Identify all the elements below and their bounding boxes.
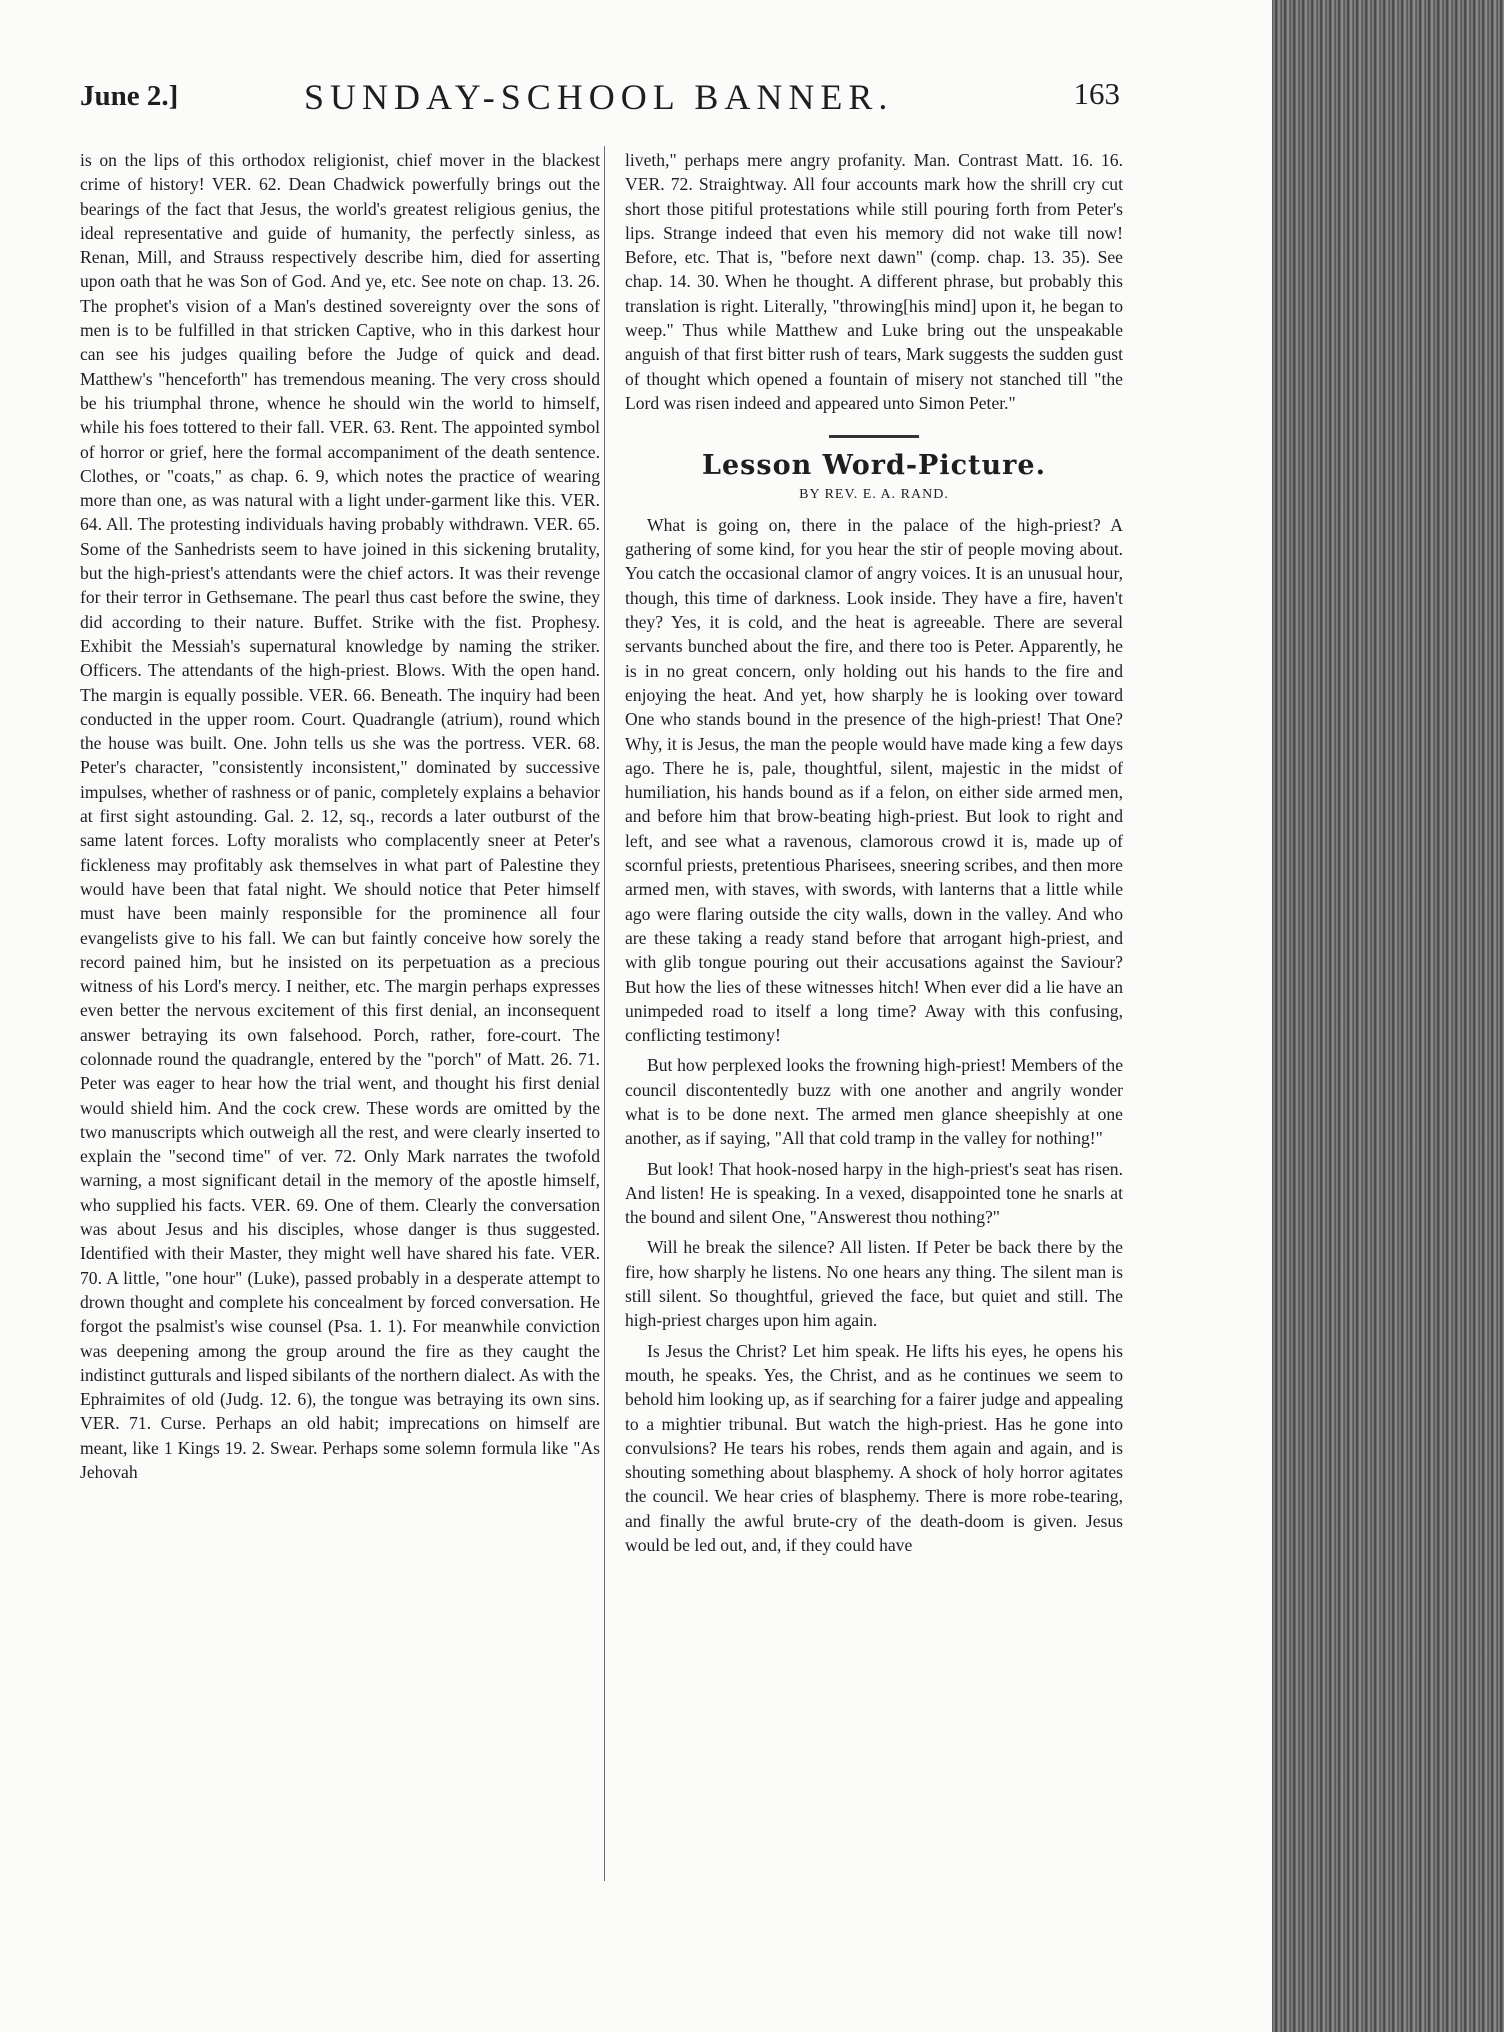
issue-date: June 2.] <box>80 80 179 112</box>
section-title: Lesson Word-Picture. <box>702 450 1046 482</box>
right-column <box>625 148 1123 1563</box>
author-byline: BY REV. E. A. RAND. <box>799 486 949 502</box>
commentary-text: is on the lips of this orthodox religionist, chief mover in the blackest crime of history! VER. 62. Dean Chadwick powerfully brings out the bearings of the fact that Jesus, the world's greatest religious genius, the ideal representative and guide of humanity, the perfectly sinless, as Renan, Mill, and Strauss respectively describe him, died for asserting upon oath that he was Son of God. And ye, etc. See note on chap. 13. 26. The prophet's vision of a Man's destined sovereignty over the sons of men is to be fulfilled in that stricken Captive, who in this darkest hour can see his judges quailing before the Judge of quick and dead. Matthew's "henceforth" has tremendous meaning. The very cross should be his triumphal throne, whence he should win the world to himself, while his foes tottered to their fall. VER. 63. Rent. The appointed symbol of horror or grief, here the formal accompaniment of the death sentence. Clothes, or "coats," as chap. 6. 9, which notes the practice of wearing more than one, as was natural with a light under-garment like this. VER. 64. All. The protesting individuals having probably withdrawn. VER. 65. Some of the Sanhedrists seem to have joined in this sickening brutality, but the high-priest's attendants were the chief actors. It was their revenge for their terror in Gethsemane. The pearl thus cast before the swine, they did according to their nature. Buffet. Strike with the fist. Prophesy. Exhibit the Messiah's supernatural knowledge by naming the striker. Officers. The attendants of the high-priest. Blows. With the open hand. The margin is equally possible. VER. 66. Beneath. The inquiry had been conducted in the upper room. Court. Quadrangle (atrium), round which the house was built. One. John tells us she was the portress. VER. 68. Peter's character, "consistently inconsistent," dominated by successive impulses, whether of rashness or of panic, completely explains a behavior at first sight astounding. Gal. 2. 12, sq., records a later outburst of the same latent forces. Lofty moralists who complacently sneer at Peter's fickleness may profitably ask themselves in what part of Palestine they would have been that fatal night. We should notice that Peter himself must have been mainly responsible for the prominence all four evangelists give to his fall. We can but faintly conceive how sorely the record pained him, but he insisted on its perpetuation as a precious witness of his Lord's mercy. I neither, etc. The margin perhaps expresses even better the nervous excitement of this first denial, an inconsequent answer betraying its own falsehood. Porch, rather, fore-court. The colonnade round the quadrangle, entered by the "porch" of Matt. 26. 71. Peter was eager to hear how the trial went, and thought his first denial would shield him. And the cock crew. These words are omitted by the two manuscripts which outweigh all the rest, and were clearly inserted to explain the "second time" of ver. 72. Only Mark narrates the twofold warning, a most significant detail in the memory of the apostle himself, who supplied his facts. VER. 69. One of them. Clearly the conversation was about Jesus and his disciples, whose danger is thus suggested. Identified with their Master, they might well have shared his fate. VER. 70. A little, "one hour" (Luke), passed probably in a desperate attempt to drown thought and complete his concealment by forced conversation. He forgot the psalmist's wise counsel (Psa. 1. 1). For meanwhile conviction was deepening among the group around the fire as they caught the indistinct gutturals and lisped sibilants of the northern dialect. As with the Ephraimites of old (Judg. 12. 6), the tongue was betraying its own sins. VER. 71. Curse. Perhaps an old habit; imprecations on himself are meant, like 1 Kings 19. 2. Swear. Perhaps some solemn formula like "As Jehovah <box>80 150 600 1483</box>
commentary-continuation: liveth," perhaps mere angry profanity. Man. Contrast Matt. 16. 16. VER. 72. Straightway. All four accounts mark how the shrill cry cut short those pitiful protestations while still pouring forth from Peter's lips. Strange indeed that even his memory did not wake till now! Before, etc. That is, "before next dawn" (comp. chap. 13. 35). See chap. 14. 30. When he thought. A different phrase, but probably this translation is right. Literally, "throwing[his mind] upon it, he began to weep." Thus while Matthew and Luke bring out the unspeakable anguish of that first bitter rush of tears, Mark suggests the sudden gust of thought which opened a fountain of misery not stanched till "the Lord was risen indeed and appeared unto Simon Peter." <box>625 150 1123 413</box>
page-number: 163 <box>1073 76 1120 111</box>
left-column <box>80 148 600 1484</box>
running-header <box>80 74 1120 124</box>
word-picture-paragraph: Will he break the silence? All listen. If Peter be back there by the fire, how sharply he listens. No one hears any thing. The silent man is still silent. So thoughtful, grieved the face, but quiet and still. The high-priest charges upon him again. <box>625 1237 1123 1331</box>
word-picture-paragraph: But how perplexed looks the frowning high-priest! Members of the council discontentedly buzz with one another and angrily wonder what is to be done next. The armed men glance sheepishly at one another, as if saying, "All that cold tramp in the valley for nothing!" <box>625 1055 1123 1149</box>
section-divider <box>829 435 919 438</box>
publication-title: SUNDAY-SCHOOL BANNER. <box>304 77 894 117</box>
word-picture-paragraph: Is Jesus the Christ? Let him speak. He lifts his eyes, he opens his mouth, he speaks. Yes, the Christ, and as he continues we seem to behold him looking up, as if searching for a fairer judge and appealing to a mightier tribunal. But watch the high-priest. Has he gone into convulsions? He tears his robes, rends them again and again, and is shouting something about blasphemy. A shock of holy horror agitates the council. We hear cries of blasphemy. There is more robe-tearing, and finally the awful brute-cry of the death-doom is given. Jesus would be led out, and, if they could have <box>625 1340 1123 1556</box>
word-picture-paragraph: What is going on, there in the palace of the high-priest? A gathering of some kind, for you hear the stir of people moving about. You catch the occasional clamor of angry voices. It is an unusual hour, though, this time of darkness. Look inside. They have a fire, haven't they? Yes, it is cold, and the heat is agreeable. There are several servants bunched about the fire, and there too is Peter. Apparently, he is in no great concern, only holding out his hands to the fire and enjoying the heat. And yet, how sharply he is looking over toward One who stands bound in the presence of the high-priest! That One? Why, it is Jesus, the man the people would have made king a few days ago. There he is, pale, thoughtful, silent, majestic in the midst of humiliation, his hands bound as if a felon, on either side armed men, and before him that brow-beating high-priest. But look to right and left, and see what a ravenous, clamorous crowd it is, made up of scornful priests, pretentious Pharisees, sneering scribes, and then more armed men, with staves, with swords, with lanterns that a little while ago were flaring outside the city walls, down in the valley. And who are these taking a ready stand before that arrogant high-priest, and with glib tongue pouring out their accusations against the Saviour? But how the lies of these witnesses hitch! When ever did a lie have an unimpeded road to itself a long time? Away with this confusing, conflicting testimony! <box>625 514 1123 1046</box>
book-page-edge <box>1272 0 1504 2032</box>
word-picture-paragraph: But look! That hook-nosed harpy in the high-priest's seat has risen. And listen! He is speaking. In a vexed, disappointed tone he snarls at the bound and silent One, "Answerest thou nothing?" <box>625 1158 1123 1228</box>
column-divider <box>604 146 605 1881</box>
